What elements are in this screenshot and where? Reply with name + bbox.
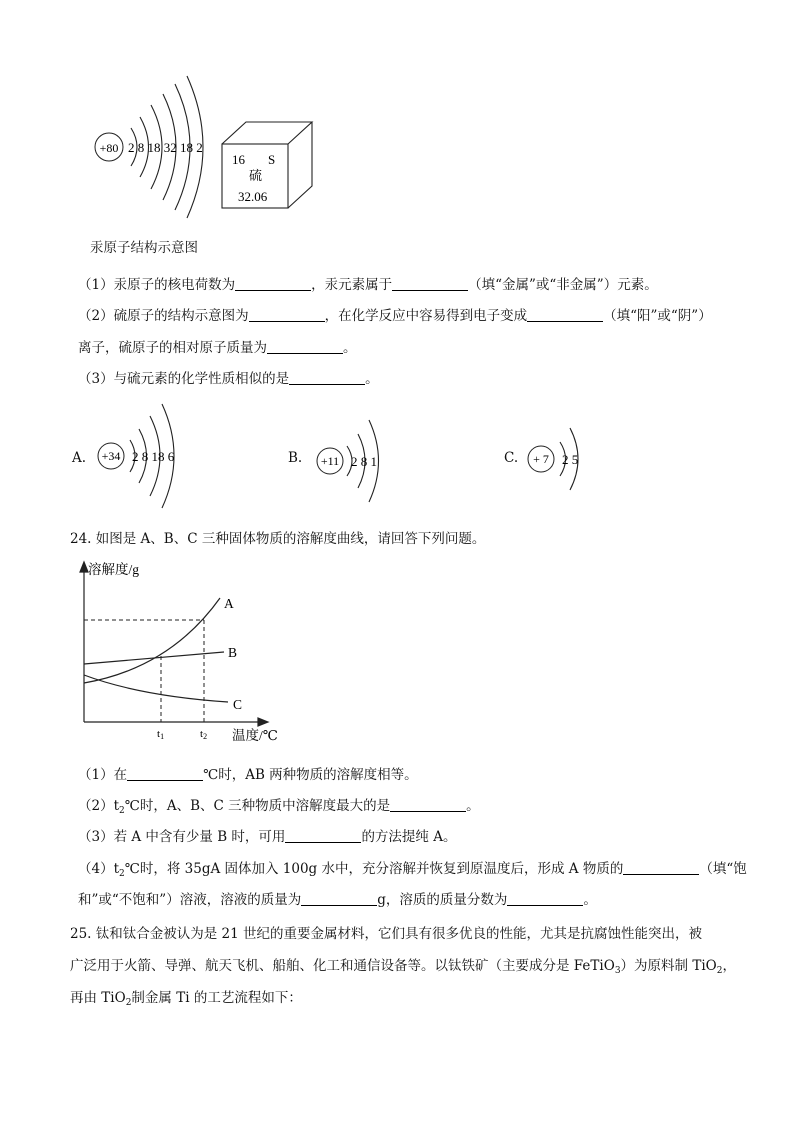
q24-blank-solution-mass[interactable] <box>301 891 377 906</box>
q23-blank-atomic-mass[interactable] <box>267 339 343 354</box>
sulfur-symbol: S <box>268 152 276 167</box>
q24-sub4-line1: $(4)t_2℃$时，将 35gA 固体加入 100g 水中，充分溶解并恢复到原温度后，形成 A 物质的 （填“饱 <box>78 861 747 879</box>
q24-sub2: $(2)t_2℃$时，A、B、C 三种物质中溶解度最大的是 。 <box>78 798 480 816</box>
mercury-nucleus-label: +80 <box>99 141 119 155</box>
option-c-atom-diagram <box>526 420 590 498</box>
tick-t2: t2 <box>200 728 208 741</box>
option-a-atom-diagram <box>94 394 194 519</box>
curve-b <box>84 652 224 664</box>
sulfur-atomic-number: 16 <box>232 152 245 167</box>
chart-y-arrow <box>80 562 88 572</box>
option-a-label: A. <box>72 450 87 466</box>
q23-blank-ion-type[interactable] <box>527 307 603 322</box>
q23-blank-charge[interactable] <box>235 276 311 291</box>
q23-blank-structure[interactable] <box>249 307 325 322</box>
mercury-atom-diagram <box>85 70 225 220</box>
mercury-caption: 汞原子结构示意图 <box>90 240 198 256</box>
q25-line3: 再由 TiO$_2$制金属 Ti 的工艺流程如下： <box>70 990 302 1008</box>
curve-c <box>84 675 228 702</box>
q24-title: 24. 如图是 A、B、C 三种固体物质的溶解度曲线，请回答下列问题。 <box>70 531 486 547</box>
option-c-shells: 2 5 <box>562 452 579 467</box>
q24-sub1: （1）在 ℃时，AB 两种物质的溶解度相等。 <box>78 767 418 783</box>
chart-x-arrow <box>258 718 268 726</box>
q23-blank-metal-type[interactable] <box>392 276 468 291</box>
q24-blank-saturation[interactable] <box>623 860 699 875</box>
q24-sub3: （3）若 A 中含有少量 B 时，可用 的方法提纯 A。 <box>78 829 457 845</box>
option-c-label: C. <box>504 450 519 466</box>
curve-a <box>84 598 220 683</box>
option-a-nucleus: +34 <box>101 449 121 463</box>
sulfur-name: 硫 <box>249 168 263 183</box>
option-b-label: B. <box>288 450 303 466</box>
q24-blank-largest[interactable] <box>390 797 466 812</box>
option-a-shells: 2 8 18 6 <box>132 449 175 464</box>
curve-a-label: A <box>224 596 234 611</box>
option-b-shells: 2 8 1 <box>351 454 377 469</box>
q23-blank-similar[interactable] <box>289 370 365 385</box>
q24-blank-method[interactable] <box>285 828 361 843</box>
q23-part3: （3）与硫元素的化学性质相似的是 。 <box>78 371 379 387</box>
q24-blank-mass-fraction[interactable] <box>507 891 583 906</box>
q25-line1: 25. 钛和钛合金被认为是 21 世纪的重要金属材料，它们具有很多优良的性能，尤其是抗腐蚀性能突出，被 <box>70 926 703 942</box>
option-b-nucleus: +11 <box>320 454 340 468</box>
option-b-atom-diagram <box>314 412 394 507</box>
q23-part2-line2: 离子，硫原子的相对原子质量为 。 <box>78 340 357 356</box>
curve-b-label: B <box>228 645 238 660</box>
mercury-shell-numbers: 2 8 18 32 18 2 <box>128 140 203 155</box>
q24-blank-temperature[interactable] <box>127 766 203 781</box>
q23-part1: （1）汞原子的核电荷数为 ，汞元素属于 （填“金属”或“非金属”）元素。 <box>78 277 658 293</box>
tick-t1: t1 <box>157 728 165 741</box>
sulfur-atomic-mass: 32.06 <box>238 189 268 204</box>
q25-line2: 广泛用于火箭、导弹、航天飞机、船舶、化工和通信设备等。以钛铁矿（主要成分是 FeTiO$_3$）为原料制 TiO$_2$， <box>70 958 736 976</box>
q24-sub4-line2: 和”或“不饱和”）溶液，溶液的质量为 g，溶质的质量分数为 。 <box>78 892 597 908</box>
chart-x-label: 温度/℃ <box>232 728 278 743</box>
option-c-nucleus: + 7 <box>533 452 549 466</box>
solubility-chart <box>70 558 310 748</box>
q23-part2-line1: （2）硫原子的结构示意图为 ，在化学反应中容易得到电子变成 （填“阳”或“阴”） <box>78 308 712 324</box>
sulfur-element-tile <box>218 118 318 213</box>
curve-c-label: C <box>233 697 243 712</box>
chart-y-label: 溶解度/g <box>88 562 140 577</box>
